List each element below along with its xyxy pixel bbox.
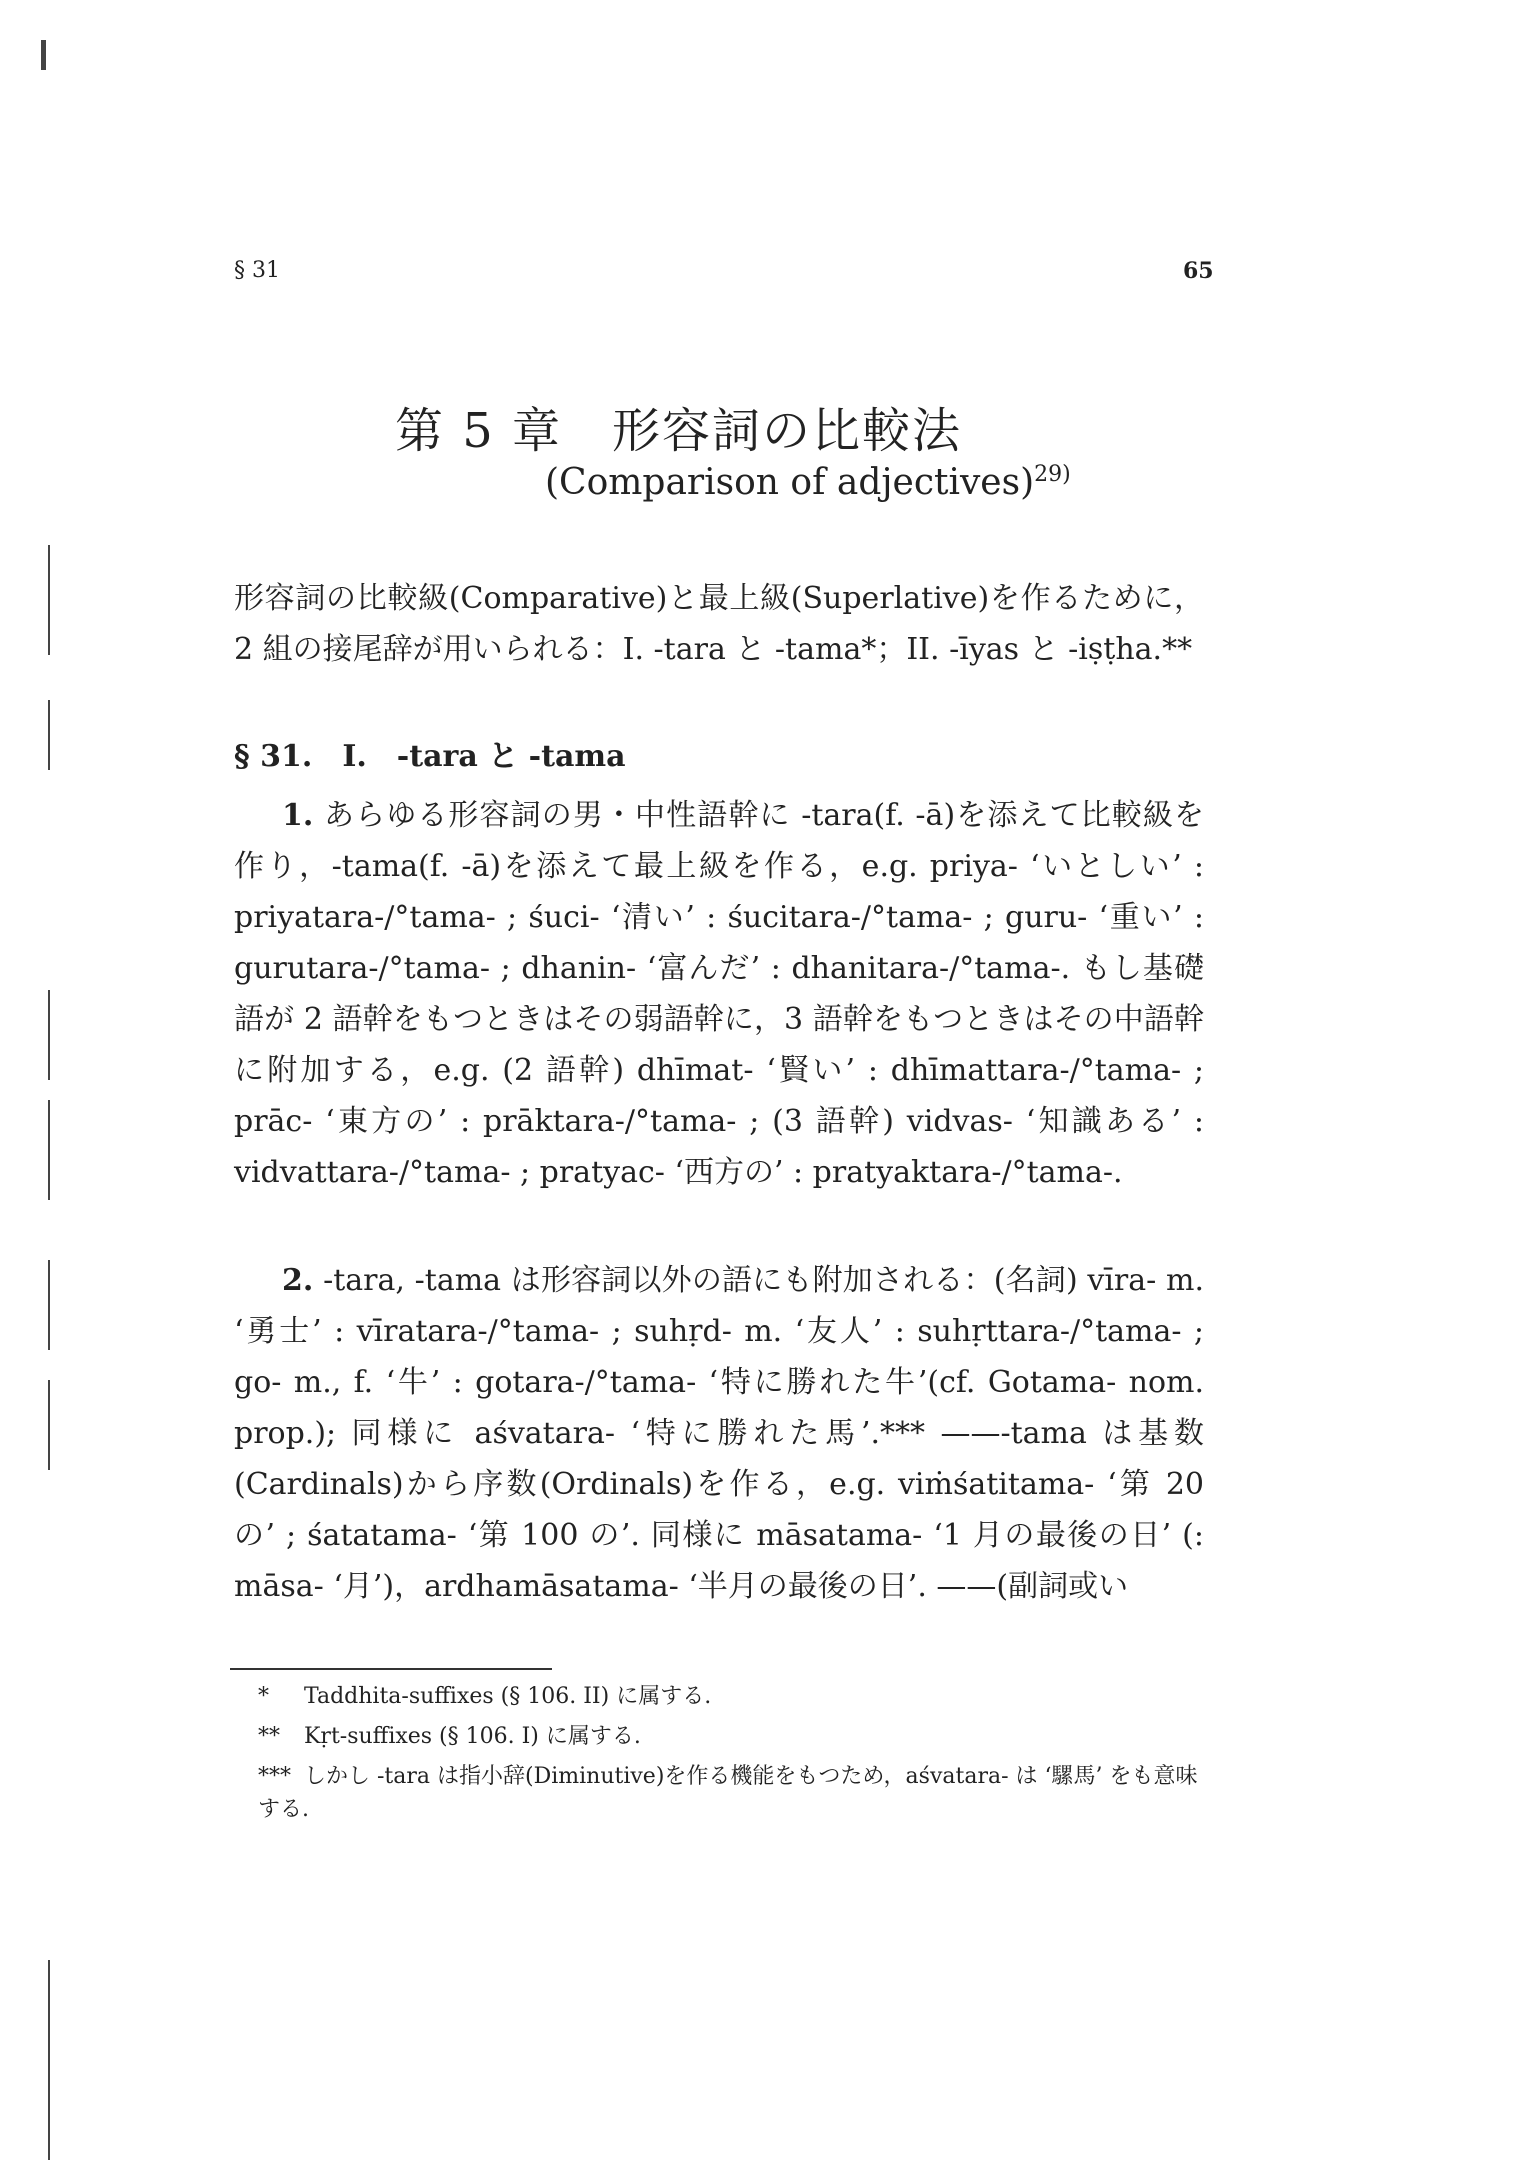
scan-mark-left [48,700,50,770]
scan-mark-left [48,1380,50,1470]
footnote-mark: *** [258,1764,291,1789]
chapter-subtitle [545,462,1071,503]
paragraph-number: 1. [282,798,314,833]
footnote-text: Taddhita-suffixes (§ 106. II) に属する. [304,1684,712,1709]
paragraph-text: -tara, -tama は形容詞以外の語にも附加される：(名詞) vīra- m. ‘勇士’ : vīratara-/°tama- ; suhṛd- m. ‘友人’ : suhṛttara-/°tama- ; go- m., f. ‘牛’ : gotara-/°tama- ‘特に勝れた牛’(cf. Gotama- nom. prop.); 同様に aśvatara- ‘特に勝れた馬’.*** ——-tama は基数(Cardinals)から序数(Ordinals)を作る，e.g. viṁśatitama- ‘第 20 の’ ; śatatama- ‘第 100 の’. 同様に māsatama- ‘1 月の最後の日’ (: māsa- ‘月’)，ardhamāsatama- ‘半月の最後の日’. ——(副詞或い [234,1263,1204,1604]
footnote-divider [230,1668,552,1670]
footnote-mark: * [258,1684,269,1709]
scan-mark-top [41,40,46,70]
footnote-1 [258,1680,1200,1713]
paragraph-number: 2. [282,1263,314,1298]
scan-mark-left [48,545,50,655]
footnote-mark: ** [258,1724,280,1749]
scan-mark-left [48,990,50,1080]
paragraph-text: あらゆる形容詞の男・中性語幹に -tara(f. -ā)を添えて比較級を作り，-tama(f. -ā)を添えて最上級を作る，e.g. priya- ‘いとしい’ : priyatara-/°tama- ; śuci- ‘清い’ : śucitara-/°tama- ; guru- ‘重い’ : gurutara-/°tama- ; dhanin- ‘富んだ’ : dhanitara-/°tama-. もし基礎語が 2 語幹をもつときはその弱語幹に，3 語幹をもつときはその中語幹に附加する，e.g. (2 語幹) dhīmat- ‘賢い’ : dhīmattara-/°tama- ; prāc- ‘東方の’ : prāktara-/°tama- ; (3 語幹) vidvas- ‘知識ある’ : vidvattara-/°tama- ; pratyac- ‘西方の’ : pratyaktara-/°tama-. [234,798,1204,1190]
subtitle-note-ref: 29) [1034,462,1071,487]
scan-mark-left [48,1100,50,1200]
page-number: 65 [1183,258,1214,284]
scan-mark-left [48,1960,50,2160]
section-heading: § 31. I. -tara と -tama [234,739,626,774]
scan-mark-left [48,1260,50,1350]
intro-paragraph: 形容詞の比較級(Comparative)と最上級(Superlative)を作るために，2 組の接尾辞が用いられる：I. -tara と -tama*；II. -īyas と -iṣṭha.** [234,581,1204,667]
chapter-title: 第 5 章 形容詞の比較法 [395,403,963,459]
subtitle-text: (Comparison of adjectives) [545,462,1035,503]
paragraph-2 [234,1255,1204,1612]
footnote-text: Kṛt-suffixes (§ 106. I) に属する. [304,1724,641,1749]
footnote-3 [258,1760,1200,1826]
footnote-2 [258,1720,1200,1753]
section-marker: § 31 [234,258,280,283]
paragraph-1 [234,790,1204,1198]
footnote-text: しかし -tara は指小辞(Diminutive)を作る機能をもつため，aśvatara- は ‘騾馬’ をも意味する. [258,1764,1198,1822]
